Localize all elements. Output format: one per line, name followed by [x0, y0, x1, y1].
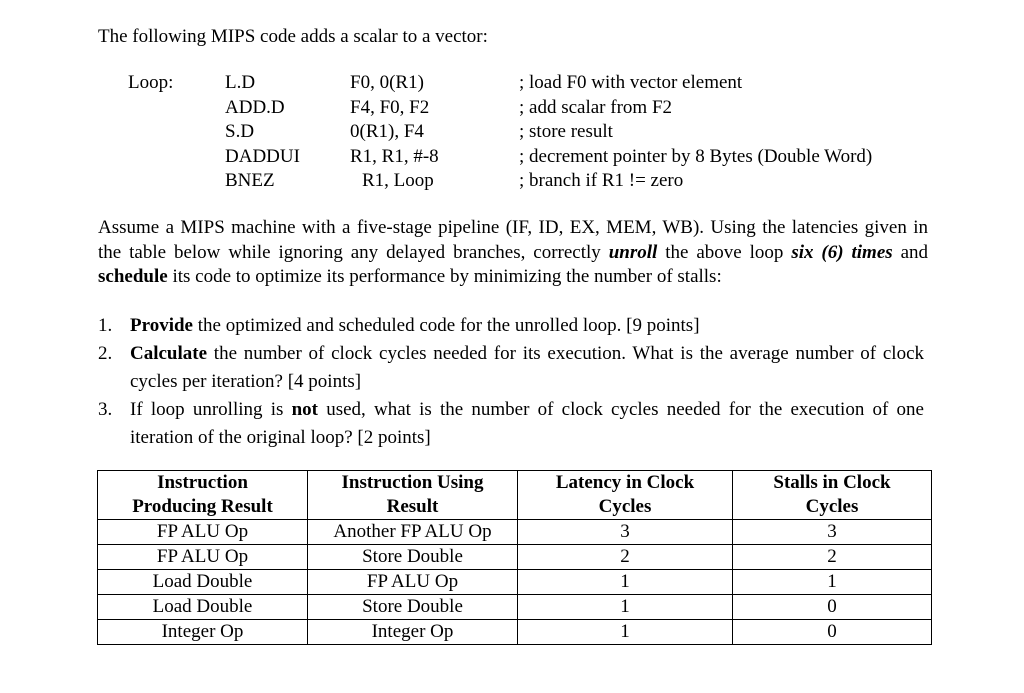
question-text: the number of clock cycles needed for its execution. What is the average number of clock cycles per iteration? [4 points] [130, 343, 924, 392]
table-cell: 3 [518, 520, 733, 545]
table-cell: 2 [518, 545, 733, 570]
table-cell: 0 [733, 620, 932, 645]
para-emphasis-schedule: schedule [98, 266, 168, 287]
table-cell: Another FP ALU Op [308, 520, 518, 545]
para-emphasis-unroll: unroll [608, 241, 658, 263]
question-keyword: not [291, 399, 318, 420]
question-text: If loop unrolling is [130, 399, 292, 420]
code-opcode: BNEZ [225, 170, 275, 191]
table-header-row [98, 471, 932, 520]
header-stalls: Stalls in Clock Cycles [733, 471, 932, 520]
table-cell: 2 [733, 545, 932, 570]
table-row [98, 545, 932, 570]
table-cell: Integer Op [308, 620, 518, 645]
table-cell: FP ALU Op [308, 570, 518, 595]
table-cell: 0 [733, 595, 932, 620]
assumption-paragraph [98, 216, 928, 290]
question-item [98, 396, 924, 452]
code-comment: ; store result [519, 121, 613, 142]
code-operands: F4, F0, F2 [350, 96, 430, 118]
code-operands: F0, 0(R1) [350, 72, 424, 93]
question-number: 2. [98, 343, 113, 364]
table-cell: 1 [518, 570, 733, 595]
table-cell: 1 [518, 595, 733, 620]
header-producing-instruction: Instruction Producing Result [98, 471, 308, 520]
code-operands: R1, Loop [362, 170, 434, 191]
question-number: 1. [98, 315, 113, 336]
header-latency: Latency in Clock Cycles [518, 471, 733, 520]
code-opcode: ADD.D [225, 96, 285, 118]
question-number: 3. [98, 399, 113, 420]
table-row [98, 595, 932, 620]
header-using-instruction: Instruction Using Result [308, 471, 518, 520]
question-text: used, what is the number of clock cycles needed for the execution of one iteration of the original loop? [2 points] [130, 399, 924, 448]
table-cell: 1 [518, 620, 733, 645]
code-comment: ; branch if R1 != zero [519, 170, 684, 191]
para-text: its code to optimize its performance by minimizing the number of stalls: [167, 266, 722, 287]
table-cell: Load Double [98, 570, 308, 595]
intro-text: The following MIPS code adds a scalar to a vector: [98, 26, 488, 47]
code-comment: ; add scalar from F2 [519, 96, 673, 118]
code-comment: ; decrement pointer by 8 Bytes (Double Word) [519, 145, 873, 167]
table-cell: Integer Op [98, 620, 308, 645]
para-text: Assume a MIPS machine with a five-stage pipeline (IF, ID, EX, MEM, WB). Using the latencies given in the table below while ignoring any delayed branches, correctly [98, 217, 928, 263]
para-emphasis-six-times: six (6) times [791, 241, 893, 263]
table-cell: FP ALU Op [98, 520, 308, 545]
table-cell: 1 [733, 570, 932, 595]
latency-table [97, 470, 932, 645]
table-cell: Store Double [308, 595, 518, 620]
table-cell: Store Double [308, 545, 518, 570]
code-opcode: L.D [225, 72, 256, 93]
question-list [98, 312, 924, 452]
code-comment: ; load F0 with vector element [519, 72, 743, 93]
code-opcode: DADDUI [225, 145, 300, 167]
para-text: and [892, 241, 929, 263]
table-row [98, 570, 932, 595]
code-label: Loop: [128, 72, 174, 93]
question-item [98, 340, 924, 396]
code-operands: 0(R1), F4 [350, 121, 424, 142]
table-row [98, 620, 932, 645]
code-operands: R1, R1, #-8 [350, 145, 439, 167]
question-keyword: Provide [130, 315, 193, 336]
question-keyword: Calculate [130, 343, 208, 364]
code-opcode: S.D [225, 121, 255, 142]
para-text: the above loop [657, 241, 792, 263]
question-item [98, 312, 924, 340]
table-row [98, 520, 932, 545]
table-cell: FP ALU Op [98, 545, 308, 570]
question-text: the optimized and scheduled code for the unrolled loop. [9 points] [192, 315, 700, 336]
table-cell: Load Double [98, 595, 308, 620]
table-cell: 3 [733, 520, 932, 545]
